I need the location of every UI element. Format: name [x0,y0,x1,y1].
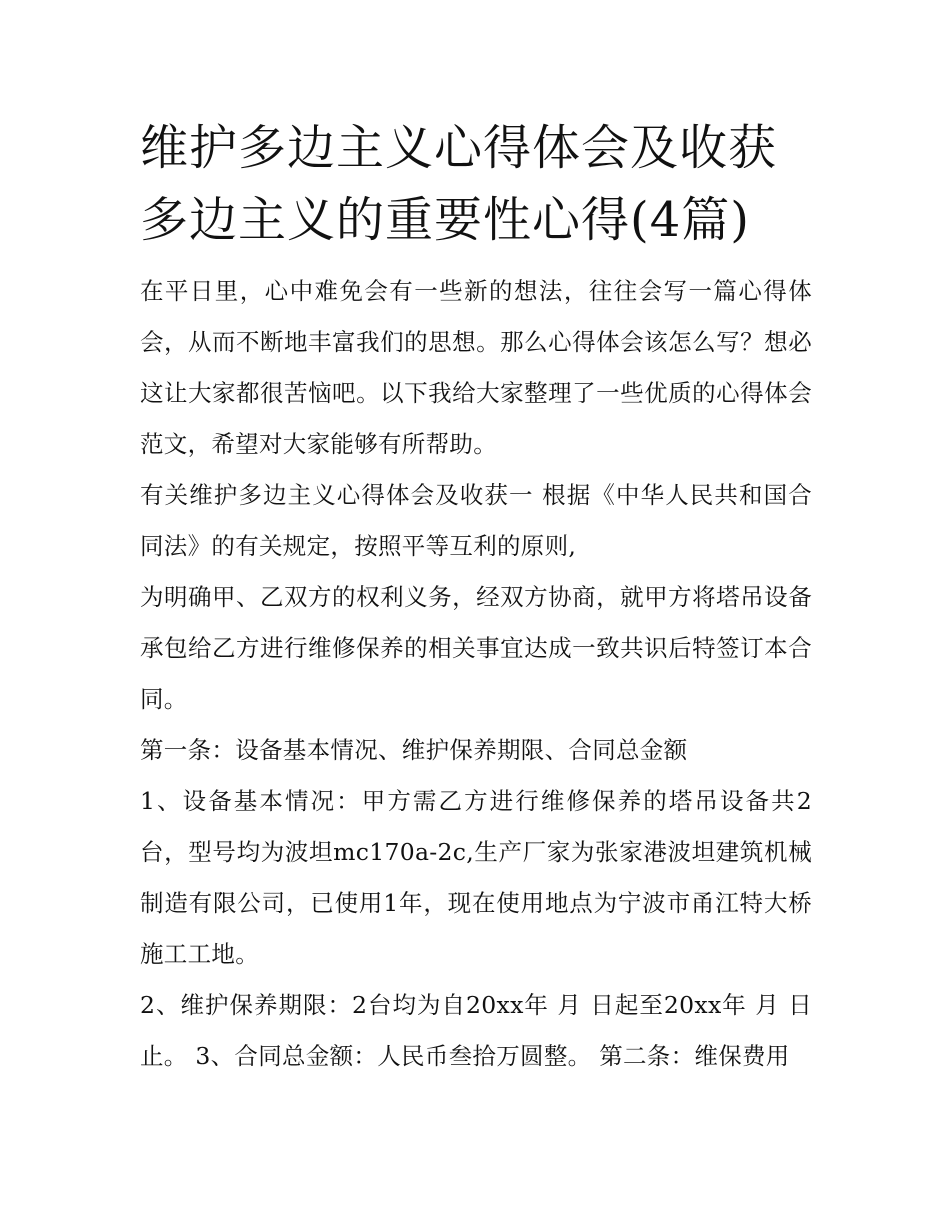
document-body [140,266,812,1082]
title-line-1: 维护多边主义心得体会及收获 [140,120,778,176]
paragraph-article-1-heading: 第一条：设备基本情况、维护保养期限、合同总金额 [140,736,688,764]
title-line-2: 多边主义的重要性心得(4篇) [140,192,750,248]
paragraph-maintenance-period: 2、维护保养期限：2台均为自20xx年 月 日起至20xx年 月 日止。 3、合同总金额：人民币叁拾万圆整。 第二条：维保费用 [140,991,812,1070]
paragraph-purpose: 为明确甲、乙双方的权利义务，经双方协商，就甲方将塔吊设备承包给乙方进行维修保养的相关事宜达成一致共识后特签订本合同。 [140,583,812,713]
paragraph-equipment-info: 1、设备基本情况：甲方需乙方进行维修保养的塔吊设备共2台，型号均为波坦mc170a-2c,生产厂家为张家港波坦建筑机械制造有限公司，已使用1年，现在使用地点为宁波市甬江特大桥施工工地。 [140,787,812,968]
document-title [140,112,812,256]
paragraph-intro: 在平日里，心中难免会有一些新的想法，往往会写一篇心得体会，从而不断地丰富我们的思想。那么心得体会该怎么写？想必这让大家都很苦恼吧。以下我给大家整理了一些优质的心得体会范文，希望对大家能够有所帮助。 [140,277,812,458]
document-content [140,112,812,1082]
paragraph-legal-basis: 有关维护多边主义心得体会及收获一 根据《中华人民共和国合同法》的有关规定，按照平等互利的原则, [140,481,812,560]
